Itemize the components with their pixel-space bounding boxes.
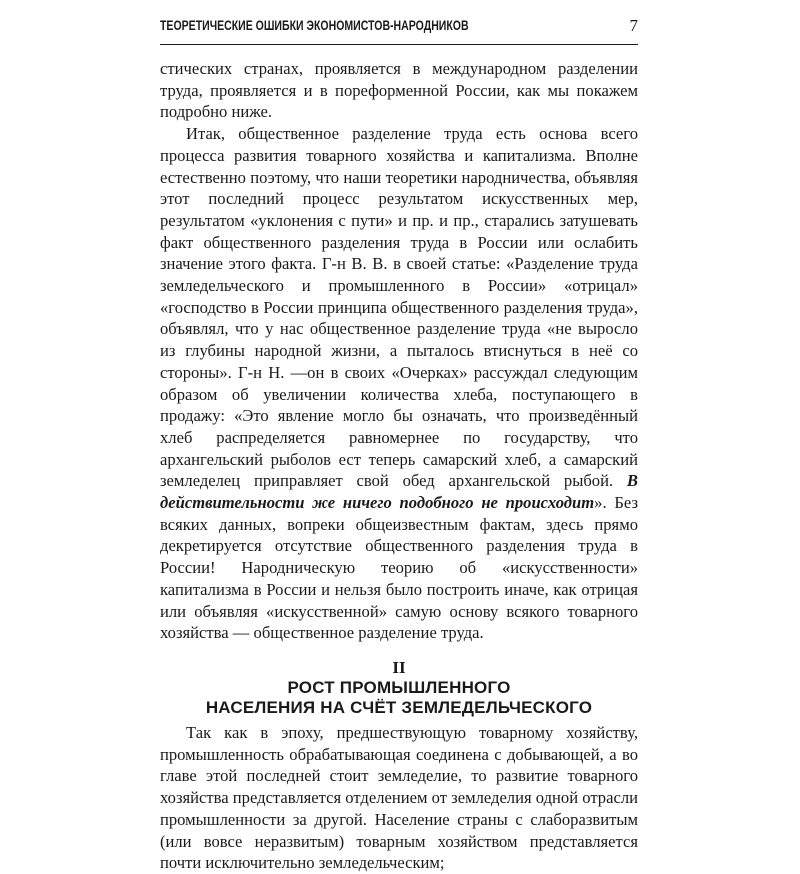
paragraph-text-continued: ». Без всяких данных, вопреки общеизвестным фактам, здесь прямо декретируется отсутствие общественного разделения труда в России! Народническую теорию об «искусственности» капитализма в России и нельзя было построить иначе, как отрицая или объявляя «искусственной» самую основу всякого товарного хозяйства — общественное разделение труда. [160,493,638,643]
paragraph-industrial-population: Так как в эпоху, предшествующую товарному хозяйству, промышленность обрабатывающая соединена с добывающей, а во главе этой последней стоит земледелие, то развитие товарного хозяйства представляется отделением от земледелия одной отрасли промышленности за другой. Население страны с слаборазвитым (или вовсе неразвитым) товарным хозяйством представляется почти исключительно земледельческим; [160,722,638,873]
paragraph-text: Итак, общественное разделение труда есть основа всего процесса развития товарного хозяйства и капитализма. Вполне естественно поэтому, что наши теоретики народничества, объявляя этот последний процесс результатом искусственных мер, результатом «уклонения с пути» и пр. и пр., старались затушевать факт общественного разделения труда в России или ослабить значение этого факта. Г-н В. В. в своей статье: «Разделение труда земледельческого и промышленного в России» «отрицал» «господство в России принципа общественного разделения труда», объявлял, что у нас общественное разделение труда «не выросло из глубины народной жизни, а пыталось втиснуться в неё со стороны». Г-н Н. —он в своих «Очерках» рассуждал следующим образом об увеличении количества хлеба, поступающего в продажу: «Это явление могло бы означать, что произведённый хлеб распределяется равномернее по государству, что архангельский рыболов ест теперь самарский хлеб, а самарский земледелец приправляет свой обед архангельской рыбой. [160,124,638,491]
running-title: ТЕОРЕТИЧЕСКИЕ ОШИБКИ ЭКОНОМИСТОВ-НАРОДНИКОВ [160,18,469,33]
section-title-line-1: РОСТ ПРОМЫШЛЕННОГО [287,677,511,697]
section-numeral: II [392,657,406,677]
emphasis-text: В действительности же ничего подобного не происходит [160,471,638,513]
header-rule [160,44,638,45]
section-heading [160,658,638,718]
paragraph-continued: стических странах, проявляется в международном разделении труда, проявляется и в пореформенной России, как мы покажем подробно ниже. [160,59,638,122]
running-header [160,16,638,42]
page-number: 7 [629,16,638,35]
page-content [160,58,638,874]
paragraph-division-of-labour [160,123,638,644]
section-title-line-2: НАСЕЛЕНИЯ НА СЧЁТ ЗЕМЛЕДЕЛЬЧЕСКОГО [205,697,593,717]
